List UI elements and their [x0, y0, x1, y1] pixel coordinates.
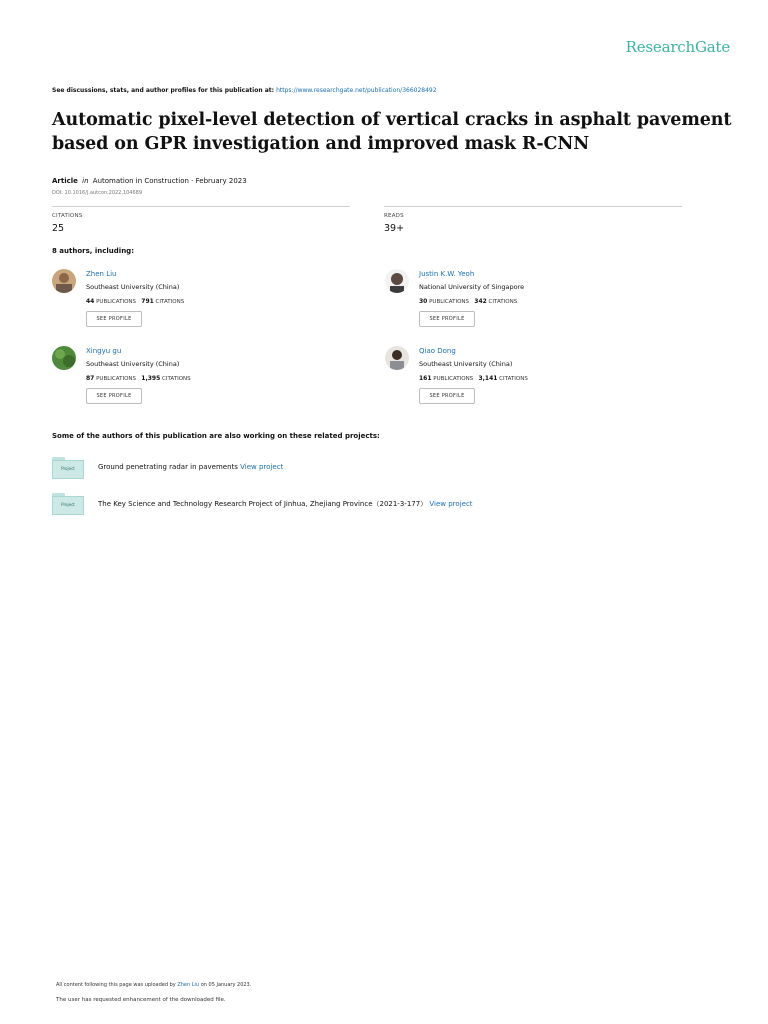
citations-value: 25: [52, 223, 65, 234]
author-avatar[interactable]: [52, 269, 76, 293]
publications-label: PUBLICATIONS: [433, 376, 474, 382]
publications-count: 44: [86, 298, 95, 305]
author-institution: Southeast University (China): [419, 360, 513, 368]
project-item: [52, 457, 712, 481]
citations-count: 342: [474, 298, 487, 305]
enhancement-note: The user has requested enhancement of the downloaded file.: [56, 997, 226, 1003]
publication-url-link[interactable]: https://www.researchgate.net/publication/366028492: [276, 87, 437, 94]
project-folder-label: Project: [61, 466, 75, 471]
author-metrics: [86, 298, 184, 305]
author-name-link[interactable]: Zhen Liu: [86, 270, 117, 278]
author-citations-label: CITATIONS: [162, 376, 191, 382]
see-line-text: See discussions, stats, and author profiles for this publication at:: [52, 87, 277, 94]
author-name-link[interactable]: Qiao Dong: [419, 347, 456, 355]
upload-note: [56, 982, 251, 988]
citations-count: 1,395: [141, 375, 161, 382]
journal-info: Automation in Construction · February 2023: [92, 177, 247, 185]
project-text: [98, 463, 283, 471]
author-name-link[interactable]: Xingyu gu: [86, 347, 122, 355]
related-projects-heading: Some of the authors of this publication are also working on these related projects:: [52, 432, 380, 440]
author-institution: National University of Singapore: [419, 283, 525, 291]
author-citations-label: CITATIONS: [155, 299, 185, 305]
author-name-link[interactable]: Justin K.W. Yeoh: [419, 270, 475, 278]
uploader-link[interactable]: Zhen Liu: [177, 982, 200, 988]
view-project-link[interactable]: View project: [429, 500, 473, 508]
researchgate-logo[interactable]: ResearchGate: [625, 38, 730, 56]
author-card: [52, 346, 352, 416]
citations-label: CITATIONS: [52, 213, 83, 219]
authors-heading: 8 authors, including:: [52, 247, 134, 255]
citations-count: 791: [141, 298, 154, 305]
reads-label: READS: [384, 213, 404, 219]
article-in: in: [82, 177, 89, 185]
author-metrics: [419, 298, 517, 305]
project-title: The Key Science and Technology Research Project of Jinhua, Zhejiang Province（2021-3-177）: [98, 500, 430, 508]
author-avatar[interactable]: [385, 269, 409, 293]
doi-text: DOI: 10.1016/j.autcon.2022.104689: [52, 190, 143, 196]
citations-divider: [52, 206, 350, 207]
project-item: [52, 493, 712, 517]
project-folder-icon: [52, 493, 84, 515]
author-citations-label: CITATIONS: [499, 376, 528, 382]
publications-label: PUBLICATIONS: [96, 299, 137, 305]
see-profile-button[interactable]: SEE PROFILE: [86, 388, 142, 404]
publications-label: PUBLICATIONS: [429, 299, 470, 305]
author-institution: Southeast University (China): [86, 283, 180, 291]
project-text: [98, 499, 473, 509]
publications-label: PUBLICATIONS: [96, 376, 137, 382]
reads-value: 39+: [384, 223, 405, 234]
see-profile-button[interactable]: SEE PROFILE: [419, 388, 475, 404]
publication-title: Automatic pixel-level detection of vertical cracks in asphalt pavement based on GPR investigation and improved mask R-CNN: [52, 110, 732, 154]
author-institution: Southeast University (China): [86, 360, 180, 368]
see-profile-button[interactable]: SEE PROFILE: [419, 311, 475, 327]
author-card: [385, 269, 685, 339]
publications-count: 161: [419, 375, 432, 382]
upload-suffix: on 05 January 2023.: [199, 982, 252, 988]
project-folder-label: Project: [61, 502, 75, 507]
article-type-line: [52, 177, 247, 185]
article-kind: Article: [52, 177, 78, 185]
author-avatar[interactable]: [385, 346, 409, 370]
see-profile-button[interactable]: SEE PROFILE: [86, 311, 142, 327]
author-card: [52, 269, 352, 339]
citations-count: 3,141: [478, 375, 498, 382]
author-metrics: [86, 375, 191, 382]
publications-count: 30: [419, 298, 428, 305]
publications-count: 87: [86, 375, 95, 382]
author-card: [385, 346, 685, 416]
discussion-link-line: [52, 87, 437, 94]
upload-prefix: All content following this page was uploaded by: [56, 982, 178, 988]
project-folder-icon: [52, 457, 84, 479]
author-avatar[interactable]: [52, 346, 76, 370]
view-project-link[interactable]: View project: [240, 463, 284, 471]
avatar-face: [391, 273, 403, 285]
author-citations-label: CITATIONS: [488, 299, 518, 305]
project-title: Ground penetrating radar in pavements: [98, 463, 241, 471]
reads-divider: [384, 206, 682, 207]
author-metrics: [419, 375, 528, 382]
